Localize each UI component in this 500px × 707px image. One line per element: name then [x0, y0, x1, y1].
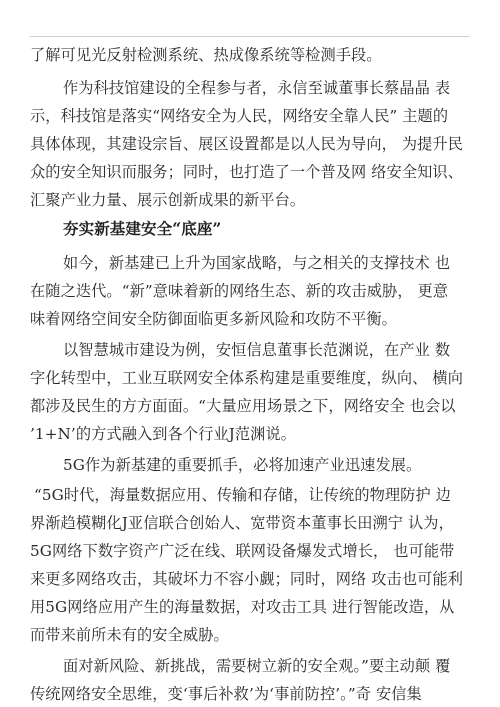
text-line-19: 来更多网络攻击，其破坏力不容小觑；同时，网络 攻击也可能利: [30, 570, 463, 588]
text-line-16: “5G时代，海量数据应用、传输和存储，让传统的物理防护 边: [34, 486, 451, 504]
text-line-9: 在随之迭代。“新”意味着新的网络生态、新的攻击威胁， 更意: [30, 282, 449, 300]
text-line-4: 具体体现，其建设宗旨、展区设置都是以人民为导向， 为提升民: [30, 135, 463, 153]
text-line-10: 味着网络空间安全防御面临更多新风险和攻防不平衡。: [30, 310, 397, 328]
text-line-13: 都涉及民生的方方面面。“大量应用场景之下，网络安全 也会以: [30, 397, 456, 415]
text-line-14: ’1+N’的方式融入到各个行业J范渊说。: [30, 425, 297, 443]
text-line-8: 如今，新基建已上升为国家战略，与之相关的支撑技术 也: [63, 254, 451, 272]
text-line-23: 传统网络安全思维，变‘事后补救’为‘事前防控’。”奇 安信集: [30, 685, 422, 703]
text-line-17: 界渐趋模糊化J亚信联合创始人、宽带资本董事长田溯宁 认为，: [30, 514, 454, 532]
text-line-18: 5G网络下数字资产广泛在线、联网设备爆发式增长， 也可能带: [30, 542, 455, 560]
text-line-11: 以智慧城市建设为例，安恒信息董事长范渊说，在产业 数: [63, 341, 451, 359]
text-line-1: 了解可见光反射检测系统、热成像系统等检测手段。: [30, 46, 382, 64]
text-line-20: 用5G网络应用产生的海量数据，对攻击工具 进行智能改造，从: [30, 598, 455, 616]
text-line-3: 示，科技馆是落实“网络安全为人民，网络安全靠人民” 主题的: [30, 107, 449, 125]
text-line-6: 汇聚产业力量、展示创新成果的新平台。: [30, 191, 306, 209]
text-line-2: 作为科技馆建设的全程参与者，永信至诚董事长蔡晶晶 表: [63, 79, 451, 97]
text-line-22: 面对新风险、新挑战，需要树立新的安全观。”要主动颠 覆: [63, 657, 451, 675]
text-line-21: 而带来前所未有的安全威胁。: [30, 626, 229, 644]
text-line-5: 众的安全知识而服务；同时，也打造了一个普及网 络安全知识、: [30, 163, 463, 181]
text-line-15: 5G作为新基建的重要抓手，必将加速产业迅速发展。: [63, 456, 422, 474]
top-divider: [30, 36, 470, 37]
section-heading: 夯实新基建安全“底座”: [63, 219, 222, 238]
text-line-12: 字化转型中，工业互联网安全体系构建是重要维度，纵向、 横向: [30, 369, 463, 387]
